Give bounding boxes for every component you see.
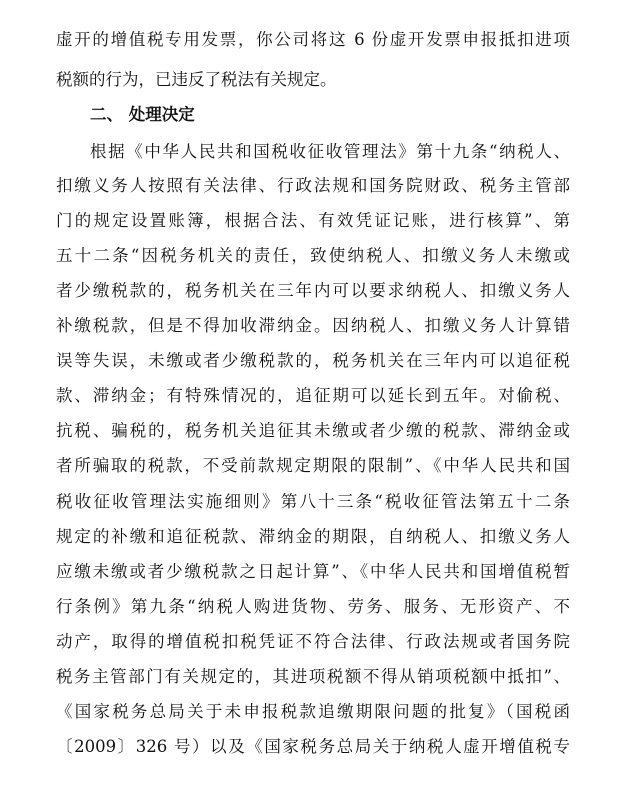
body-line-17: 《国家税务总局关于未申报税款追缴期限问题的批复》（国税函 xyxy=(56,702,570,721)
body-line-11: 税收征收管理法实施细则》第八十三条“税收征管法第五十二条 xyxy=(56,492,570,511)
body-line-4: 五十二条“因税务机关的责任，致使纳税人、扣缴义务人未缴或 xyxy=(56,246,570,265)
body-line-6: 补缴税款，但是不得加收滞纳金。因纳税人、扣缴义务人计算错 xyxy=(56,316,570,335)
body-line-16: 税务主管部门有关规定的，其进项税额不得从销项税额中抵扣”、 xyxy=(56,667,570,686)
body-line-8: 款、滞纳金；有特殊情况的，追征期可以延长到五年。对偷税、 xyxy=(56,386,570,405)
body-line-9: 抗税、骗税的，税务机关追征其未缴或者少缴的税款、滞纳金或 xyxy=(56,421,570,440)
body-line-1: 根据《中华人民共和国税收征收管理法》第十九条“纳税人、 xyxy=(90,142,570,161)
body-line-10: 者所骗取的税款，不受前款规定期限的限制”、《中华人民共和国 xyxy=(56,456,570,475)
body-line-14: 行条例》第九条“纳税人购进货物、劳务、服务、无形资产、不 xyxy=(56,597,570,616)
body-line-13: 应缴未缴或者少缴税款之日起计算”、《中华人民共和国增值税暂 xyxy=(56,562,570,581)
body-line-5: 者少缴税款的，税务机关在三年内可以要求纳税人、扣缴义务人 xyxy=(56,281,570,300)
body-line-3: 门的规定设置账簿，根据合法、有效凭证记账，进行核算”、第 xyxy=(56,211,570,230)
intro-line-2: 税额的行为，已违反了税法有关规定。 xyxy=(56,70,337,89)
body-line-2: 扣缴义务人按照有关法律、行政法规和国务院财政、税务主管部 xyxy=(56,176,570,195)
body-line-12: 规定的补缴和追征税款、滞纳金的期限，自纳税人、扣缴义务人 xyxy=(56,527,570,546)
intro-line-1: 虚开的增值税专用发票，你公司将这 6 份虚开发票申报抵扣进项 xyxy=(56,30,570,49)
body-line-18: 〔2009〕326 号）以及《国家税务总局关于纳税人虚开增值税专 xyxy=(56,737,570,756)
section-heading: 二、 处理决定 xyxy=(90,105,195,124)
body-line-15: 动产，取得的增值税扣税凭证不符合法律、行政法规或者国务院 xyxy=(56,632,570,651)
body-line-7: 误等失误，未缴或者少缴税款的，税务机关在三年内可以追征税 xyxy=(56,351,570,370)
